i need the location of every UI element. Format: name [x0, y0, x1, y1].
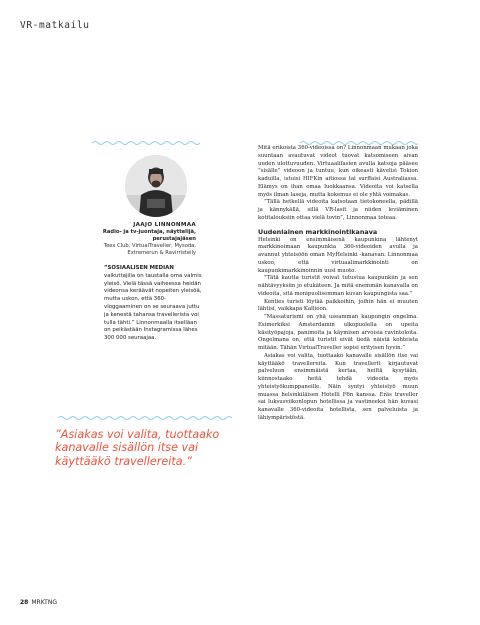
- wave-divider-quote: [58, 415, 234, 421]
- page-number: 28: [20, 599, 29, 606]
- article-paragraph: ”Tätä kautta turistit voivat tutustua kaupunkiin ja sen nähtävyyksiin jo etukäteen. Ja mitä enemmän kanavalla on videoita, sitä monipuolisemman kuvan kaupungista saa.”: [258, 275, 418, 297]
- article-body: [258, 145, 418, 423]
- page-footer: [20, 599, 57, 606]
- section-label: VR-matkailu: [20, 20, 90, 31]
- bio-role: Radio- ja tv-juontaja, näyttelijä, perustajajäsen: [102, 229, 196, 242]
- article-paragraph: Mitä erikoista 360-videoissa on? Linnonmaan mukaan joka suuntaan avautuvat videot tuovat katsomiseen aivan uuden ulottuvuuden. Virtuaalifasien avulla katsoja pääsee ”sisälle” videoon ja tuntuu, kun oikeasti kävelisi Tokion kaduilla, istuisi HIFKin aitiossa tai surffaisi Australiassa. Elämys on ihan omaa luokkaansa. Videoita voi katsella myös ilman laseja, mutta kokemus ei ole yhtä voimakas.: [258, 145, 418, 198]
- pull-quote: ”Asiakas voi valita, tuottaako kanavalle sisällön itse vai käyttääkö travellereita.”: [55, 428, 220, 468]
- bio-quote-body: vaikuttajilla on taustalla oma valmis yleisö. Vielä tässä vaiheessa heidän videonsa keräävät nopeiten yleisöä, mutta uskon, että 360-vloggaaminen on se seuraava juttu ja kenestä tahansa travellerista voi tulla tähti.” Linnonmaalla itselläan on peikästään Instagramissa lähes 300 000 seuraajaa.: [104, 272, 202, 342]
- portrait-photo: [125, 155, 187, 217]
- article-paragraph: ”Tällä hetkellä videoita katsotaan tietokoneella, pädillä ja kännykällä, sillä VR-lasit ja niiden leviäminen kotitalouksiin ottaa vielä tovin”, Linnonmaa toteaa.: [258, 199, 418, 221]
- bio-quote-text: [104, 265, 204, 343]
- magazine-name: MRKTNG: [31, 599, 57, 606]
- article-paragraph: Helsinki on ensimmäisenä kaupunkina lähtenyt markkinoimaan kaupunkia 360-videoiden avulla ja avannut yhteisöön oman MyHelsinki -kanavan. Linnonmaa uskoo, että virtuaalimarkkinointi on kaupunkimarkkinoinnin uusi muoto.: [258, 236, 418, 274]
- article-paragraph: ”Massaturismi on yhä useamman kaupungin ongelma. Esimerkiksi Amsterdamin ulkopuolella on upeita käsityöpajoja, panimoita ja käymisen arvoisia ravintoloita. Ongelmana on, että turistit eivät tiedä näistä kohteista mitään. Tähän VirtualTraveller sopisi erityisen hyvin.”: [258, 314, 418, 351]
- article-subheading: Uudenlainen markkinointikanava: [258, 227, 378, 236]
- bio-quote-lead: ”SOSIAALISEN MEDIAN: [104, 265, 174, 271]
- wave-divider-left: [92, 140, 200, 146]
- bio-organizations: Teex Club, VirtualTraveller, Mysoda, Extremerun & Ravirristeily: [103, 243, 196, 256]
- bio-name: JAAJO LINNONMAA: [133, 222, 196, 228]
- article-paragraph: Asiakas voi valita, tuottaako kanavalle sisällön itse vai käyttääkö travellereita. Kun travellerit kirjautuvat palveluun ensimmäistä kertaa, heiltä kysytään, kiinnostaako heitä tehdä videoita myös yhteistyökumppaneille. Näin syntyi yhteistyö muun muassa helsinkiläisen Hotelli F6n kanssa. Eräs traveller sai luksusviikonlopun hotellissa ja vastineeksi hän kuvasi kanavalle 360-videoita hotellista, sen palveluista ja lähiympäristöstä.: [258, 352, 418, 421]
- article-paragraph: Kenties turisti löytää paikkoihin, joihin hän ei muuten lähtisi, vaikkapa Kallioon.: [258, 298, 418, 313]
